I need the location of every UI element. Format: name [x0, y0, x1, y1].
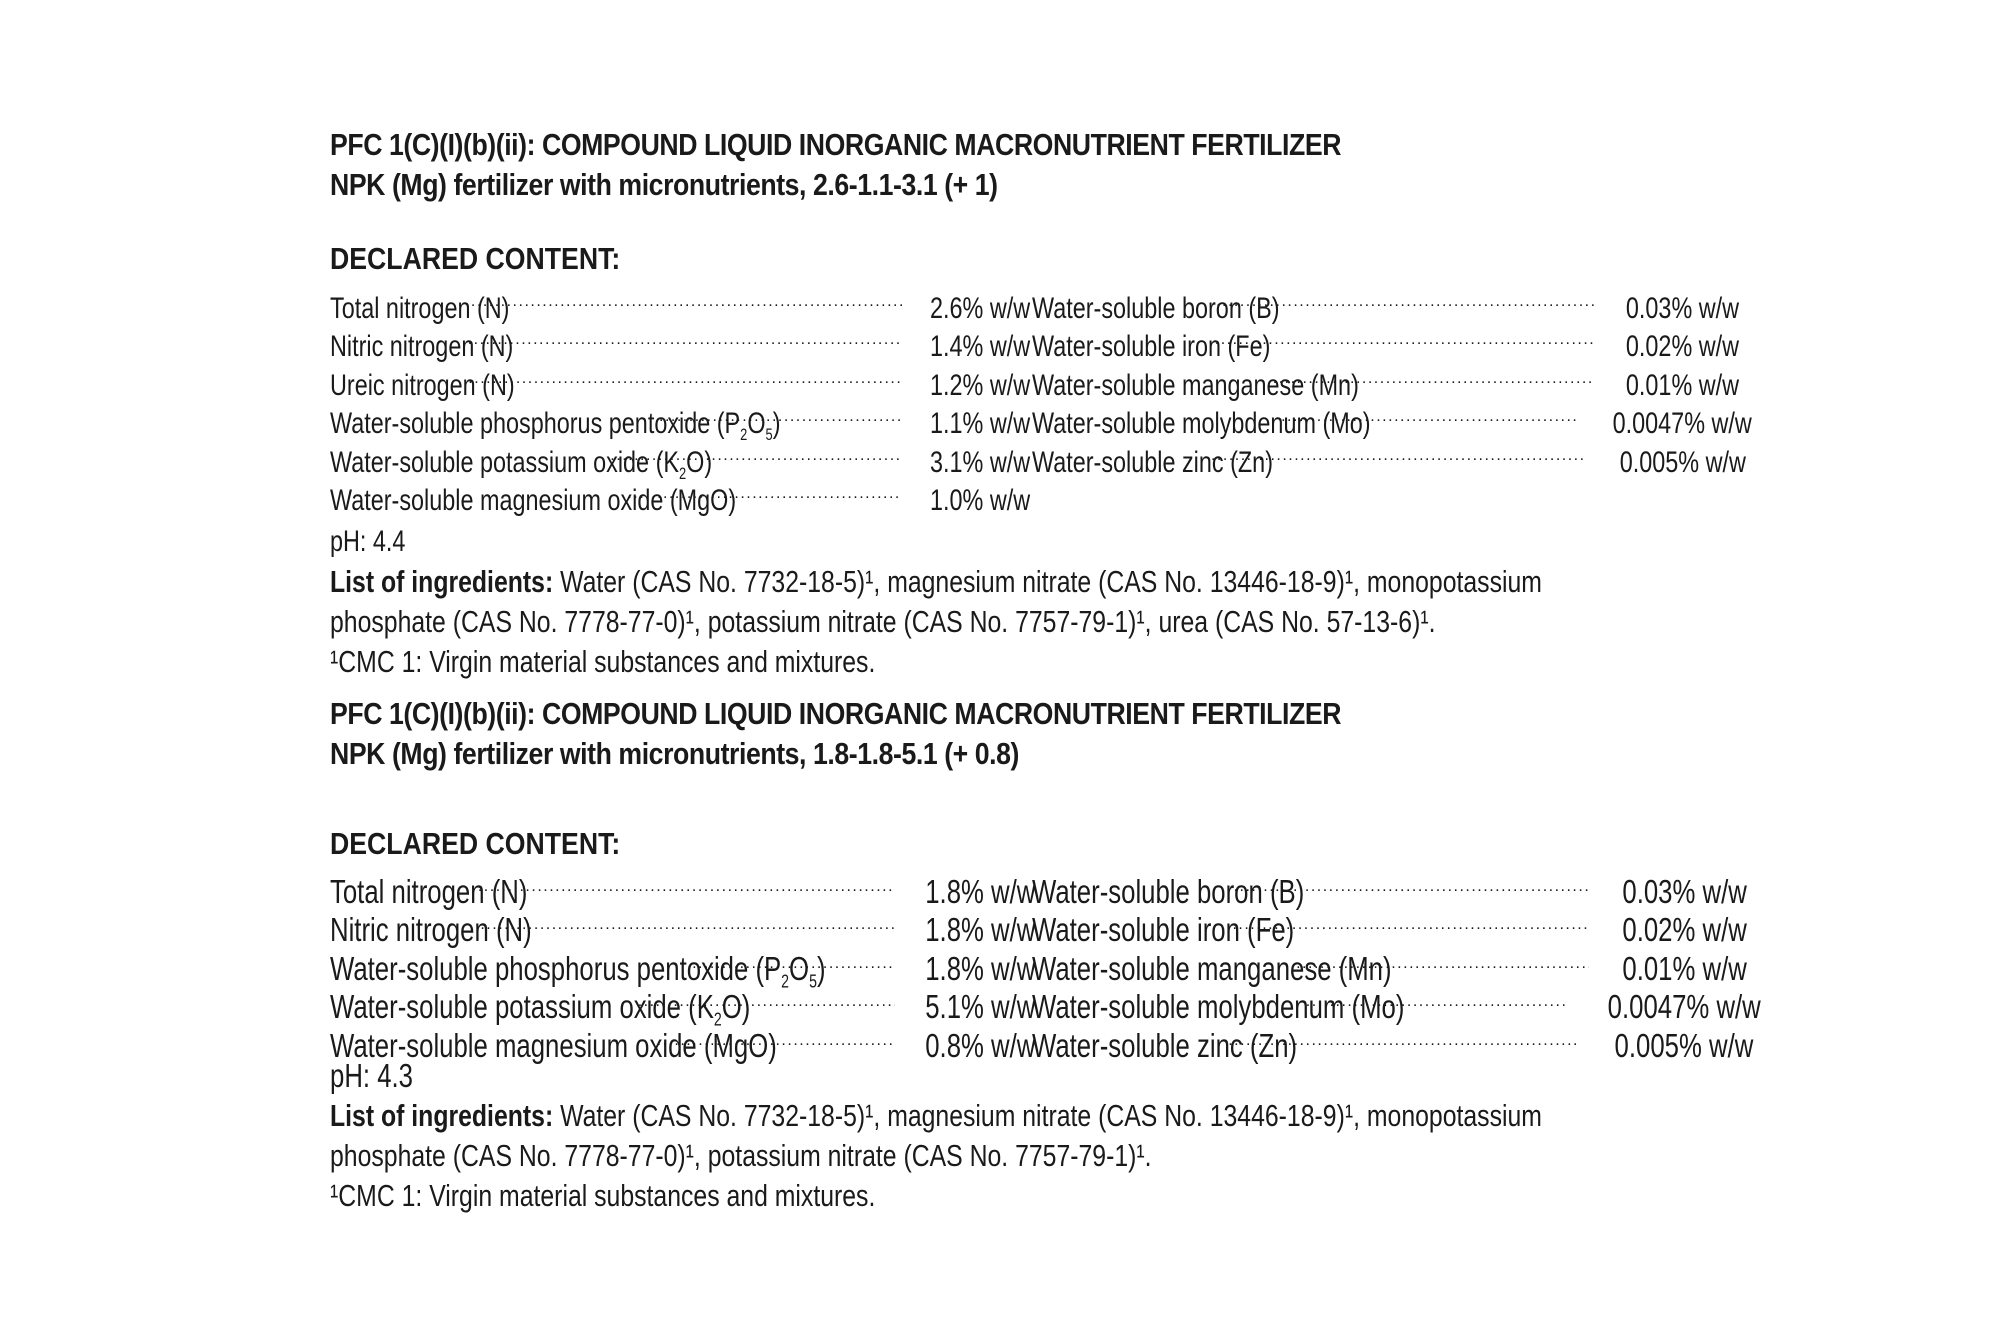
cmc-footnote: ¹CMC 1: Virgin material substances and mixtures. [330, 644, 876, 679]
leader-dots [657, 1018, 895, 1057]
nutrient-value: 0.0047% w/w [1607, 988, 1761, 1025]
nutrient-row [330, 279, 1030, 325]
leader-dots [468, 356, 901, 395]
ingredients-text-line-1: Water (CAS No. 7732-18-5)¹, magnesium nitrate (CAS No. 13446-18-9)¹, monopotassium [553, 1098, 1542, 1133]
nutrient-name: Water-soluble molybdenum (Mo) [1032, 407, 1371, 440]
nutrient-value: 1.8% w/w [924, 949, 1036, 987]
nutrient-name: Water-soluble phosphorus pentoxide $(P_2O_5)$ [330, 407, 781, 444]
nutrient-value: 2.6% w/w [929, 291, 1030, 325]
nutrient-name: Water-soluble iron (Fe) [1032, 911, 1295, 948]
nutrient-row [1032, 864, 1747, 910]
nutrient-value: 0.005% w/w [1619, 445, 1746, 479]
nutrient-name: Ureic nitrogen (N) [330, 368, 515, 402]
nutrient-name: Nitric nitrogen (N) [330, 911, 532, 948]
product-title: PFC 1(C)(I)(b)(ii): COMPOUND LIQUID INORGANIC MACRONUTRIENT FERTILIZER [330, 127, 1342, 162]
nutrient-value: 0.0047% w/w [1612, 407, 1752, 440]
product-section-2 [330, 694, 1761, 1213]
ph-value: pH: 4.3 [330, 1057, 413, 1094]
leader-dots [1228, 1018, 1578, 1057]
cmc-footnote: ¹CMC 1: Virgin material substances and mixtures. [330, 1178, 876, 1213]
leader-dots [627, 472, 901, 511]
leader-dots [468, 318, 902, 357]
leader-dots [1227, 903, 1590, 942]
ingredients-label: List of ingredients: [330, 564, 554, 599]
ingredients-label: List of ingredients: [330, 1098, 554, 1133]
ph-value: pH: 4.4 [330, 525, 406, 558]
nutrient-name: Water-soluble boron (B) [1032, 872, 1305, 910]
nutrient-value: 1.2% w/w [929, 368, 1030, 402]
product-title: PFC 1(C)(I)(b)(ii): COMPOUND LIQUID INORGANIC MACRONUTRIENT FERTILIZER [330, 696, 1342, 731]
nutrient-name: Total nitrogen (N) [330, 872, 528, 910]
nutrient-name: Water-soluble magnesium oxide (MgO) [330, 484, 737, 517]
leader-dots [1281, 395, 1576, 434]
leader-dots [610, 433, 901, 472]
nutrient-name: Water-soluble potassium oxide $(K_2O)$ [330, 445, 713, 483]
nutrient-value: 0.02% w/w [1625, 330, 1739, 363]
nutrient-name: Water-soluble molybdenum (Mo) [1032, 988, 1405, 1025]
nutrient-name: Water-soluble phosphorus pentoxide $(P_2O_5)$ [330, 949, 826, 992]
nutrient-value: 1.4% w/w [929, 330, 1030, 363]
declared-content-heading: DECLARED CONTENT: [330, 241, 621, 276]
product-subtitle: NPK (Mg) fertilizer with micronutrients, 1.8-1.8-5.1 (+ 0.8) [330, 736, 1019, 771]
ingredients-text-line-2: phosphate (CAS No. 7778-77-0)¹, potassium nitrate (CAS No. 7757-79-1)¹, urea (CAS No. 57-13-6)¹. [330, 604, 1436, 639]
nutrient-name: Water-soluble magnesium oxide (MgO) [330, 1026, 777, 1064]
nutrient-value: 0.005% w/w [1614, 1026, 1754, 1064]
micronutrient-column [1032, 864, 1761, 1064]
leader-dots [1306, 980, 1568, 1019]
nutrient-value: 5.1% w/w [924, 988, 1036, 1025]
product-subtitle: NPK (Mg) fertilizer with micronutrients, 2.6-1.1-3.1 (+ 1) [330, 167, 998, 202]
nutrient-row [1032, 279, 1739, 325]
leader-dots [692, 941, 895, 980]
nutrient-value: 1.8% w/w [924, 872, 1036, 910]
product-section-1 [330, 125, 1752, 679]
nutrient-value: 0.01% w/w [1625, 368, 1739, 402]
ingredients-text-line-2: phosphate (CAS No. 7778-77-0)¹, potassium nitrate (CAS No. 7757-79-1)¹. [330, 1138, 1152, 1173]
nutrient-value: 0.03% w/w [1625, 291, 1739, 325]
nutrient-name: Nitric nitrogen (N) [330, 330, 514, 363]
leader-dots [659, 395, 902, 434]
nutrient-name: Total nitrogen (N) [330, 291, 510, 325]
ingredients-block [330, 1056, 1845, 1216]
nutrient-row [330, 864, 1036, 910]
nutrient-name: Water-soluble manganese (Mn) [1032, 949, 1392, 987]
nutrient-value: 1.1% w/w [929, 407, 1030, 440]
leader-dots [1211, 433, 1586, 472]
leader-dots [1234, 864, 1590, 903]
nutrient-value: 1.8% w/w [924, 911, 1036, 948]
ingredients-text-line-1: Water (CAS No. 7732-18-5)¹, magnesium nitrate (CAS No. 13446-18-9)¹, monopotassium [553, 564, 1542, 599]
nutrient-value: 0.02% w/w [1622, 911, 1747, 948]
leader-dots [638, 980, 895, 1019]
nutrient-name: Water-soluble boron (B) [1032, 291, 1280, 325]
leader-dots [1296, 941, 1589, 980]
nutrient-name: Water-soluble iron (Fe) [1032, 330, 1271, 363]
micronutrient-column [1032, 279, 1752, 479]
nutrient-value: 0.01% w/w [1622, 949, 1747, 987]
leader-dots [478, 864, 895, 903]
nutrient-value: 0.03% w/w [1622, 872, 1747, 910]
nutrient-value: 0.8% w/w [924, 1026, 1036, 1064]
nutrient-name: Water-soluble manganese (Mn) [1032, 368, 1359, 402]
ingredients-block [330, 522, 1845, 682]
macronutrient-column [330, 864, 1036, 1064]
macronutrient-column [330, 279, 1030, 517]
leader-dots [1273, 356, 1595, 395]
nutrient-name: Water-soluble potassium oxide $(K_2O)$ [330, 988, 751, 1030]
leader-dots [480, 903, 894, 942]
leader-dots [1209, 318, 1595, 357]
leader-dots [465, 279, 902, 318]
declared-content-heading: DECLARED CONTENT: [330, 826, 621, 861]
nutrient-value: 3.1% w/w [929, 445, 1030, 479]
nutrient-name: Water-soluble zinc (Zn) [1032, 1026, 1298, 1064]
nutrient-name: Water-soluble zinc (Zn) [1032, 445, 1273, 479]
nutrient-value: 1.0% w/w [929, 484, 1030, 517]
leader-dots [1216, 279, 1595, 318]
